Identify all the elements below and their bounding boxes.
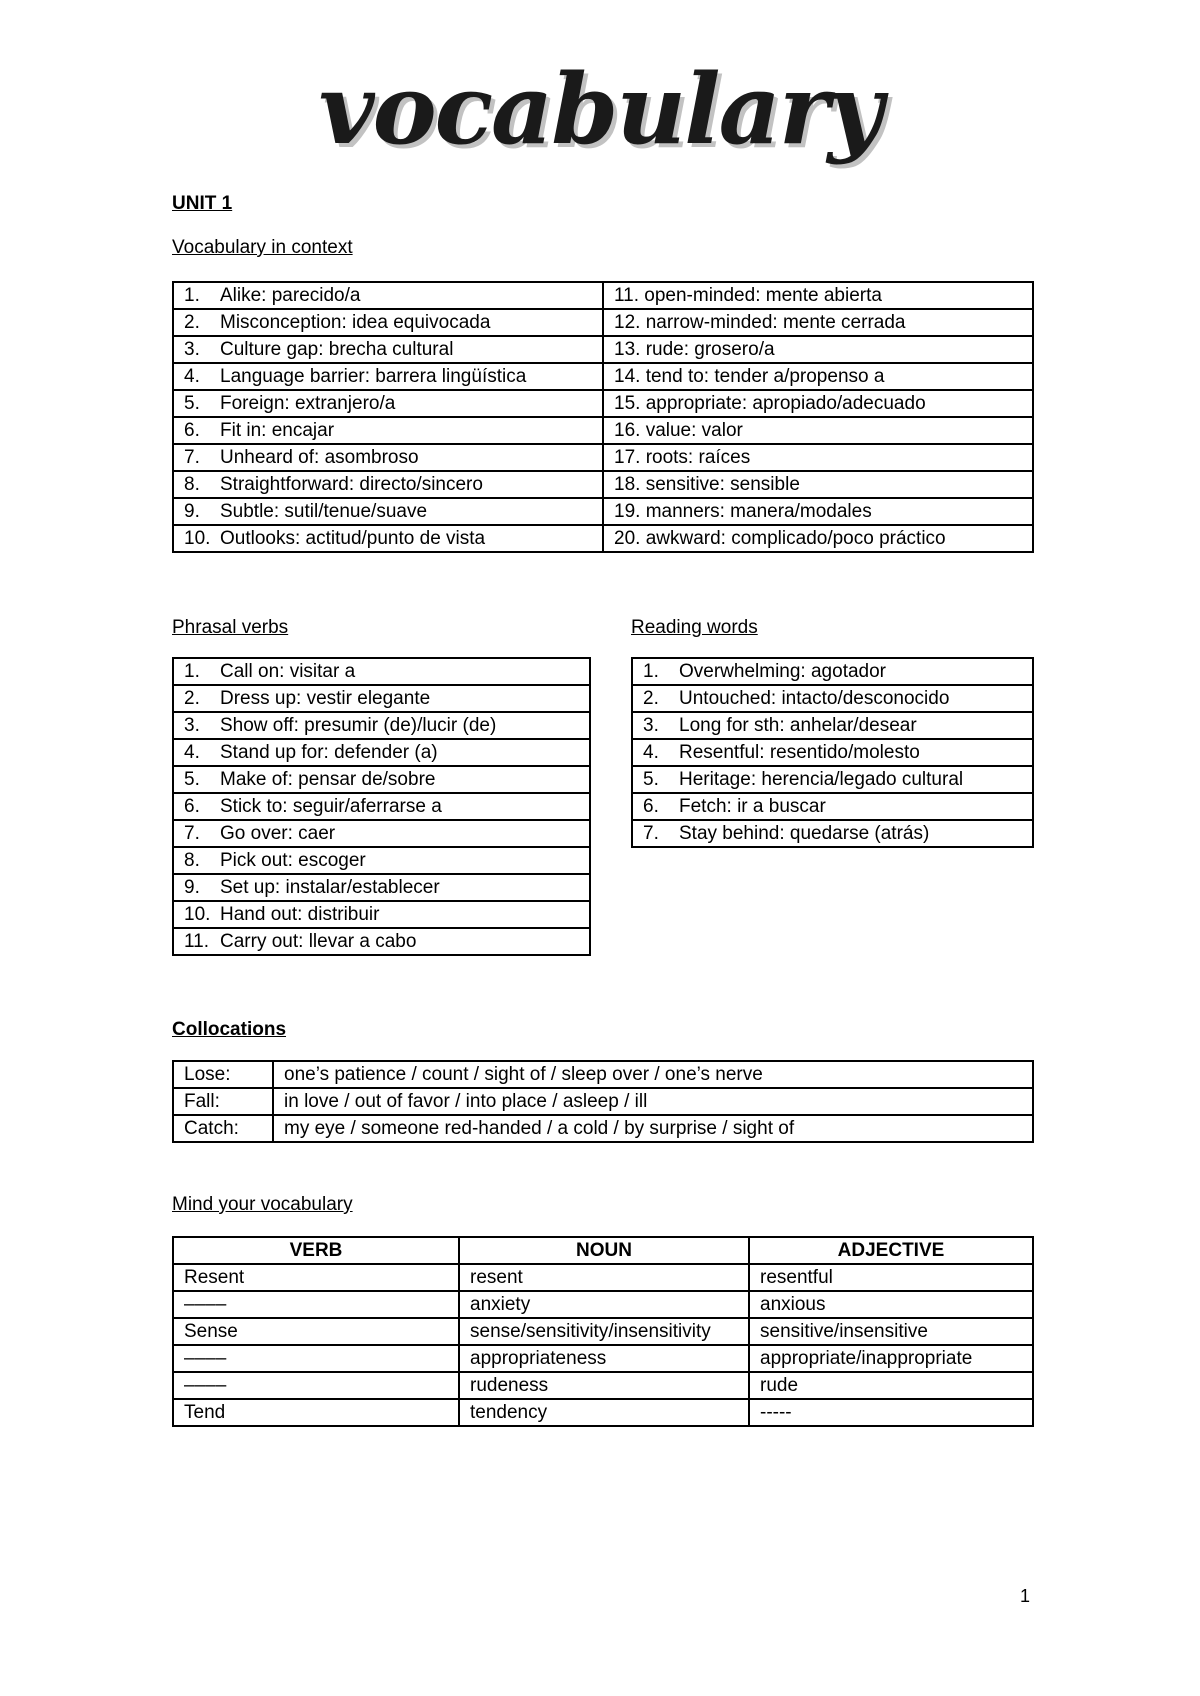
table-cell <box>749 1264 1033 1291</box>
cell-text: 20. awkward: complicado/poco práctico <box>614 528 946 549</box>
cell-text: 16. value: valor <box>614 420 743 441</box>
column-header <box>459 1237 749 1264</box>
item-number: 1. <box>184 285 200 306</box>
table-row <box>173 685 590 712</box>
cell-text: Carry out: llevar a cabo <box>220 931 417 952</box>
cell-text: Sense <box>184 1321 238 1342</box>
table-row <box>173 928 590 955</box>
table-cell <box>749 1318 1033 1345</box>
item-number: 2. <box>184 688 200 709</box>
cell-text: Fall: <box>184 1091 220 1112</box>
cell-text: 11. open-minded: mente abierta <box>614 285 882 306</box>
item-number: 9. <box>184 877 200 898</box>
vocab-right-cell <box>603 417 1033 444</box>
phrasal-verbs-heading: Phrasal verbs <box>172 617 289 638</box>
item-number: 7. <box>184 447 200 468</box>
table-row <box>173 525 1033 552</box>
vocab-context-heading: Vocabulary in context <box>172 237 353 258</box>
list-cell <box>632 793 1033 820</box>
table-cell <box>459 1318 749 1345</box>
table-row <box>173 1372 1033 1399</box>
cell-text: appropriateness <box>470 1348 607 1369</box>
item-number: 5. <box>643 769 659 790</box>
list-cell <box>173 793 590 820</box>
cell-text: Make of: pensar de/sobre <box>220 769 436 790</box>
collocations-table <box>172 1060 1034 1143</box>
cell-text: Resent <box>184 1267 245 1288</box>
vocab-left-cell <box>173 390 603 417</box>
cell-text: 13. rude: grosero/a <box>614 339 775 360</box>
cell-text: Heritage: herencia/legado cultural <box>679 769 964 790</box>
table-cell <box>173 1372 459 1399</box>
list-cell <box>173 658 590 685</box>
list-cell <box>173 712 590 739</box>
cell-text: Culture gap: brecha cultural <box>220 339 454 360</box>
cell-text: sensitive/insensitive <box>760 1321 928 1342</box>
table-cell <box>173 1264 459 1291</box>
cell-text: –––– <box>184 1375 227 1396</box>
cell-text: appropriate/inappropriate <box>760 1348 973 1369</box>
cell-text: sense/sensitivity/insensitivity <box>470 1321 711 1342</box>
item-number: 2. <box>184 312 200 333</box>
cell-text: anxiety <box>470 1294 531 1315</box>
item-number: 11. <box>184 931 210 952</box>
unit-heading: UNIT 1 <box>172 193 233 214</box>
item-number: 9. <box>184 501 200 522</box>
table-row <box>173 1088 1033 1115</box>
list-cell <box>632 685 1033 712</box>
table-cell <box>173 1291 459 1318</box>
vocab-left-cell <box>173 525 603 552</box>
table-row <box>173 1345 1033 1372</box>
cell-text: Alike: parecido/a <box>220 285 361 306</box>
item-number: 6. <box>184 796 200 817</box>
table-row <box>173 847 590 874</box>
cell-text: rudeness <box>470 1375 549 1396</box>
item-number: 7. <box>643 823 659 844</box>
reading-words-table <box>631 657 1034 848</box>
item-number: 1. <box>184 661 200 682</box>
cell-text: one’s patience / count / sight of / sleep over / one’s nerve <box>284 1064 763 1085</box>
table-cell <box>173 1318 459 1345</box>
table-row <box>173 1318 1033 1345</box>
item-number: 3. <box>643 715 659 736</box>
table-row <box>173 901 590 928</box>
table-cell <box>749 1291 1033 1318</box>
mind-vocab-heading: Mind your vocabulary <box>172 1194 353 1215</box>
table-row <box>173 793 590 820</box>
vocab-right-cell <box>603 309 1033 336</box>
vocab-right-cell <box>603 336 1033 363</box>
vocab-left-cell <box>173 336 603 363</box>
vocab-right-cell <box>603 363 1033 390</box>
cell-text: Unheard of: asombroso <box>220 447 419 468</box>
cell-text: tendency <box>470 1402 548 1423</box>
cell-text: Lose: <box>184 1064 231 1085</box>
cell-text: Foreign: extranjero/a <box>220 393 396 414</box>
cell-text: VERB <box>289 1240 343 1261</box>
cell-text: Overwhelming: agotador <box>679 661 886 682</box>
cell-text: ADJECTIVE <box>837 1240 945 1261</box>
cell-text: Set up: instalar/establecer <box>220 877 440 898</box>
cell-text: Catch: <box>184 1118 239 1139</box>
vocab-left-cell <box>173 309 603 336</box>
table-row <box>632 712 1033 739</box>
table-cell <box>173 1399 459 1426</box>
list-cell <box>173 685 590 712</box>
list-cell <box>173 766 590 793</box>
item-number: 2. <box>643 688 659 709</box>
cell-text: rude <box>760 1375 799 1396</box>
item-number: 7. <box>184 823 200 844</box>
vocab-right-cell <box>603 525 1033 552</box>
column-header <box>749 1237 1033 1264</box>
cell-text: 15. appropriate: apropiado/adecuado <box>614 393 926 414</box>
item-number: 8. <box>184 850 200 871</box>
table-cell <box>749 1345 1033 1372</box>
table-row <box>173 1115 1033 1142</box>
cell-text: Long for sth: anhelar/desear <box>679 715 917 736</box>
vocab-context-table <box>172 281 1034 553</box>
table-row <box>632 820 1033 847</box>
table-row <box>173 444 1033 471</box>
list-cell <box>632 739 1033 766</box>
cell-text: –––– <box>184 1294 227 1315</box>
list-cell <box>173 901 590 928</box>
item-number: 6. <box>184 420 200 441</box>
cell-text: 12. narrow-minded: mente cerrada <box>614 312 906 333</box>
vocab-right-cell <box>603 498 1033 525</box>
table-row <box>632 793 1033 820</box>
cell-text: in love / out of favor / into place / asleep / ill <box>284 1091 648 1112</box>
cell-text: Call on: visitar a <box>220 661 356 682</box>
list-cell <box>173 928 590 955</box>
vocab-left-cell <box>173 417 603 444</box>
item-number: 4. <box>184 366 200 387</box>
item-number: 6. <box>643 796 659 817</box>
vocab-right-cell <box>603 471 1033 498</box>
vocab-right-cell <box>603 390 1033 417</box>
item-number: 3. <box>184 339 200 360</box>
table-row <box>632 658 1033 685</box>
vocab-left-cell <box>173 498 603 525</box>
list-cell <box>173 874 590 901</box>
table-row <box>173 1061 1033 1088</box>
cell-text: 14. tend to: tender a/propenso a <box>614 366 885 387</box>
cell-text: Hand out: distribuir <box>220 904 380 925</box>
table-cell <box>459 1372 749 1399</box>
table-row <box>173 658 590 685</box>
item-number: 10. <box>184 904 211 925</box>
cell-text: 17. roots: raíces <box>614 447 751 468</box>
item-number: 10. <box>184 528 211 549</box>
table-cell <box>459 1399 749 1426</box>
table-row <box>632 766 1033 793</box>
cell-text: Stand up for: defender (a) <box>220 742 438 763</box>
table-row <box>173 820 590 847</box>
table-row <box>173 363 1033 390</box>
page-number: 1 <box>1020 1586 1031 1606</box>
vocab-right-cell <box>603 282 1033 309</box>
cell-text: Resentful: resentido/molesto <box>679 742 920 763</box>
cell-text: Untouched: intacto/desconocido <box>679 688 950 709</box>
cell-text: Stay behind: quedarse (atrás) <box>679 823 930 844</box>
cell-text: Subtle: sutil/tenue/suave <box>220 501 428 522</box>
cell-text: Go over: caer <box>220 823 336 844</box>
cell-text: anxious <box>760 1294 826 1315</box>
list-cell <box>632 820 1033 847</box>
collocation-verb <box>173 1115 273 1142</box>
item-number: 1. <box>643 661 659 682</box>
vocab-left-cell <box>173 282 603 309</box>
collocation-verb <box>173 1061 273 1088</box>
cell-text: Straightforward: directo/sincero <box>220 474 483 495</box>
cell-text: 19. manners: manera/modales <box>614 501 872 522</box>
table-row <box>173 471 1033 498</box>
table-row <box>173 766 590 793</box>
cell-text: Stick to: seguir/aferrarse a <box>220 796 442 817</box>
list-cell <box>173 847 590 874</box>
table-row <box>173 390 1033 417</box>
table-row <box>632 739 1033 766</box>
table-row <box>173 874 590 901</box>
cell-text: Fit in: encajar <box>220 420 335 441</box>
cell-text: resent <box>470 1267 523 1288</box>
vocab-left-cell <box>173 444 603 471</box>
list-cell <box>632 658 1033 685</box>
cell-text: Outlooks: actitud/punto de vista <box>220 528 486 549</box>
collocation-list <box>273 1061 1033 1088</box>
table-cell <box>459 1345 749 1372</box>
table-row <box>173 1264 1033 1291</box>
item-number: 8. <box>184 474 200 495</box>
cell-text: 18. sensitive: sensible <box>614 474 800 495</box>
table-row <box>173 1399 1033 1426</box>
list-cell <box>632 712 1033 739</box>
mind-vocab-table <box>172 1236 1034 1427</box>
cell-text: Language barrier: barrera lingüística <box>220 366 527 387</box>
column-header <box>173 1237 459 1264</box>
phrasal-verbs-table <box>172 657 591 956</box>
vocab-left-cell <box>173 363 603 390</box>
item-number: 5. <box>184 393 200 414</box>
cell-text: Fetch: ir a buscar <box>679 796 826 817</box>
vocab-left-cell <box>173 471 603 498</box>
vocab-right-cell <box>603 444 1033 471</box>
page-title: vocabulary <box>318 53 882 166</box>
cell-text: Dress up: vestir elegante <box>220 688 431 709</box>
table-row <box>173 336 1033 363</box>
item-number: 5. <box>184 769 200 790</box>
cell-text: Pick out: escoger <box>220 850 366 871</box>
table-row <box>173 1291 1033 1318</box>
table-row <box>173 417 1033 444</box>
list-cell <box>173 739 590 766</box>
table-row <box>173 309 1033 336</box>
reading-words-heading: Reading words <box>631 617 758 638</box>
cell-text: Tend <box>184 1402 226 1423</box>
cell-text: Show off: presumir (de)/lucir (de) <box>220 715 497 736</box>
collocation-verb <box>173 1088 273 1115</box>
list-cell <box>173 820 590 847</box>
table-cell <box>173 1345 459 1372</box>
table-row <box>173 282 1033 309</box>
item-number: 4. <box>184 742 200 763</box>
cell-text: my eye / someone red-handed / a cold / by surprise / sight of <box>284 1118 795 1139</box>
item-number: 3. <box>184 715 200 736</box>
list-cell <box>632 766 1033 793</box>
cell-text: ----- <box>760 1402 792 1423</box>
table-cell <box>749 1372 1033 1399</box>
table-cell <box>459 1264 749 1291</box>
collocations-heading: Collocations <box>172 1019 287 1040</box>
item-number: 4. <box>643 742 659 763</box>
cell-text: resentful <box>760 1267 833 1288</box>
table-row <box>173 739 590 766</box>
collocation-list <box>273 1115 1033 1142</box>
collocation-list <box>273 1088 1033 1115</box>
cell-text: Misconception: idea equivocada <box>220 312 491 333</box>
table-row <box>173 712 590 739</box>
table-row <box>173 498 1033 525</box>
table-cell <box>459 1291 749 1318</box>
table-row <box>632 685 1033 712</box>
table-cell <box>749 1399 1033 1426</box>
cell-text: –––– <box>184 1348 227 1369</box>
cell-text: NOUN <box>576 1240 632 1261</box>
